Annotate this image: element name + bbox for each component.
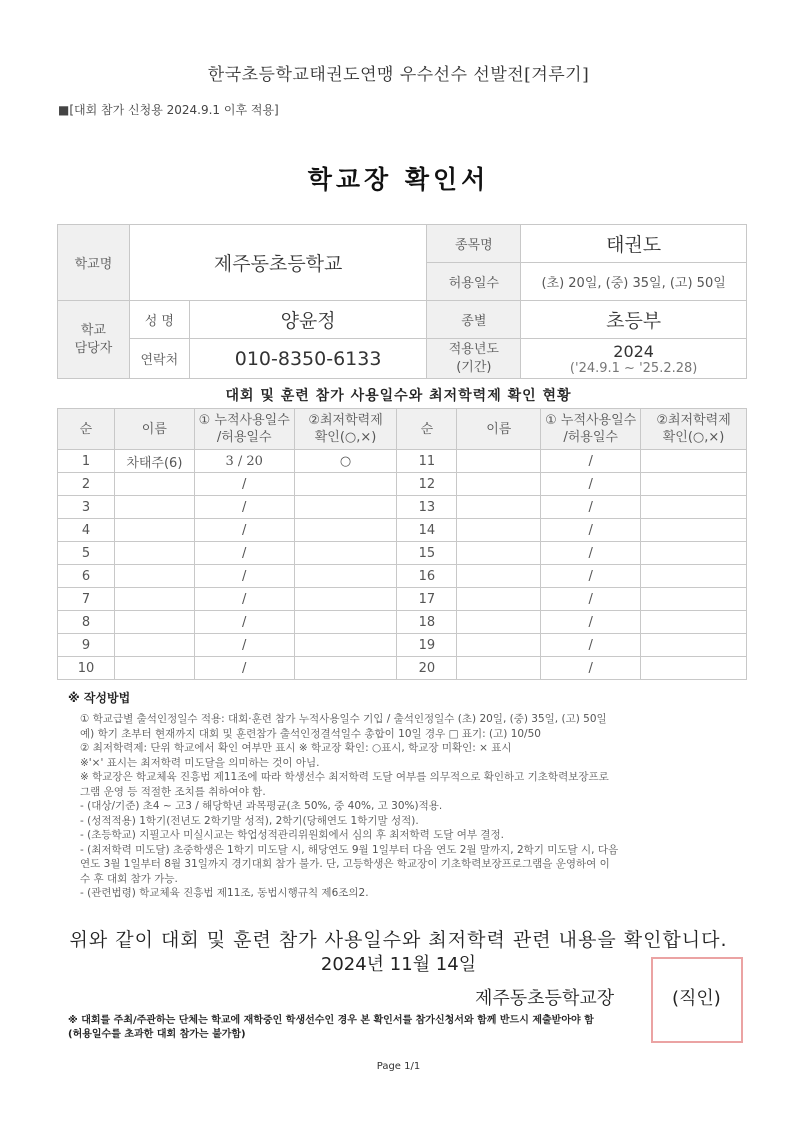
- info-table: [57, 224, 747, 379]
- status-title: 대회 및 훈련 참가 사용일수와 최저학력제 확인 현황: [225, 388, 572, 404]
- cell-days: /: [541, 611, 641, 634]
- cell-days: /: [541, 450, 641, 473]
- cell-academic: [294, 588, 397, 611]
- note-line: - (대상/기준) 초4 ~ 고3 / 해당학년 과목평균(초 50%, 중 40%, 고 30%)적용.: [80, 800, 443, 812]
- cell-days: 3 / 20: [194, 450, 294, 473]
- cell-name: 차태주(6): [114, 450, 194, 473]
- year-value: 2024: [613, 341, 654, 361]
- table-row: [58, 588, 747, 611]
- cell-no: 3: [58, 496, 115, 519]
- cell-name: [114, 634, 194, 657]
- status-table: [57, 408, 747, 680]
- table-row: [58, 565, 747, 588]
- cell-name: [114, 588, 194, 611]
- note-line: 수 후 대회 참가 가능.: [80, 872, 178, 885]
- cell-days: /: [194, 588, 294, 611]
- name-value: 양윤정: [189, 301, 427, 339]
- cell-days: /: [541, 588, 641, 611]
- cell-academic: [641, 473, 747, 496]
- cell-name: [114, 473, 194, 496]
- cell-no: 14: [397, 519, 457, 542]
- table-row: [58, 634, 747, 657]
- head-days-right: ① 누적사용일수 /허용일수: [541, 409, 641, 450]
- cell-no: 1: [58, 450, 115, 473]
- event-value: 태권도: [521, 225, 747, 263]
- cell-no: 16: [397, 565, 457, 588]
- cell-no: 13: [397, 496, 457, 519]
- cell-name: [457, 450, 541, 473]
- year-period: ('24.9.1 ~ '25.2.28): [569, 360, 698, 376]
- cell-days: /: [541, 519, 641, 542]
- note-line: - (초등학교) 지필고사 미실시교는 학업성적관리위원회에서 심의 후 최저학력 도달 여부 결정.: [80, 829, 504, 841]
- cell-days: /: [194, 657, 294, 680]
- note-line: 그램 운영 등 적절한 조치를 취하여야 함.: [80, 785, 266, 798]
- head-no-left: 순: [58, 409, 115, 450]
- cell-name: [457, 496, 541, 519]
- cell-name: [114, 565, 194, 588]
- cell-days: /: [541, 496, 641, 519]
- cell-days: /: [194, 519, 294, 542]
- table-row: [58, 519, 747, 542]
- cell-name: [457, 611, 541, 634]
- cell-name: [457, 542, 541, 565]
- method-title: ※ 작성방법: [68, 691, 131, 705]
- head-no-right: 순: [397, 409, 457, 450]
- confirm-date: 2024년 11월 14일: [320, 954, 477, 975]
- table-row: [58, 542, 747, 565]
- year-cell: [521, 339, 747, 379]
- cell-no: 9: [58, 634, 115, 657]
- contact-value: 010-8350-6133: [189, 339, 427, 379]
- head-academic-right: ②최저학력제 확인(○,×): [641, 409, 747, 450]
- contact-label: 연락처: [129, 339, 189, 379]
- year-label: 적용년도 (기간): [427, 339, 521, 379]
- cell-days: /: [194, 473, 294, 496]
- cell-academic: [294, 611, 397, 634]
- note-line: - (최저학력 미도달) 초중학생은 1학기 미도달 시, 해당연도 9월 1일부터 다음 연도 2월 말까지, 2학기 미도달 시, 다음: [80, 843, 619, 856]
- competition-title: 한국초등학교태권도연맹 우수선수 선발전[겨루기]: [207, 65, 590, 85]
- document-title: 학교장 확인서: [307, 165, 490, 194]
- staff-label: 학교 담당자: [58, 301, 130, 379]
- cell-academic: [294, 519, 397, 542]
- cell-name: [114, 611, 194, 634]
- cell-academic: [641, 519, 747, 542]
- cell-days: /: [194, 496, 294, 519]
- cell-academic: [641, 634, 747, 657]
- cell-no: 12: [397, 473, 457, 496]
- cell-academic: [294, 473, 397, 496]
- cell-days: /: [194, 611, 294, 634]
- school-value: 제주동초등학교: [129, 225, 427, 301]
- table-row: [58, 657, 747, 680]
- cell-academic: [294, 542, 397, 565]
- cell-name: [457, 657, 541, 680]
- cell-days: /: [541, 657, 641, 680]
- cell-no: 15: [397, 542, 457, 565]
- note-line: ※ 학교장은 학교체육 진흥법 제11조에 따라 학생선수 최저학력 도달 여부를 의무적으로 확인하고 기초학력보장프로: [80, 771, 609, 783]
- school-label: 학교명: [58, 225, 130, 301]
- cell-academic: [294, 496, 397, 519]
- cell-name: [114, 519, 194, 542]
- note-line: ② 최저학력제: 단위 학교에서 확인 여부만 표시 ※ 학교장 확인: ○표시, 학교장 미확인: × 표시: [80, 742, 512, 754]
- cell-days: /: [541, 565, 641, 588]
- cell-no: 19: [397, 634, 457, 657]
- table-row: [58, 611, 747, 634]
- cell-no: 2: [58, 473, 115, 496]
- principal-name: 제주동초등학교장: [475, 988, 615, 1009]
- cell-academic: [641, 496, 747, 519]
- method-notes: [80, 712, 720, 901]
- allowed-label: 허용일수: [427, 263, 521, 301]
- cell-no: 10: [58, 657, 115, 680]
- note-line: ※'×' 표시는 최저학력 미도달을 의미하는 것이 아님.: [80, 756, 320, 769]
- cell-academic: [294, 657, 397, 680]
- cell-academic: [641, 611, 747, 634]
- cell-no: 6: [58, 565, 115, 588]
- cell-name: [457, 634, 541, 657]
- note-line: 연도 3월 1일부터 8월 31일까지 경기대회 참가 불가. 단, 고등학생은 학교장이 기초학력보장프로그램을 운영하여 이: [80, 858, 610, 870]
- cell-no: 17: [397, 588, 457, 611]
- note-line: - (관련법령) 학교체육 진흥법 제11조, 동법시행규칙 제6조의2.: [80, 887, 369, 899]
- apply-note: ■[대회 참가 신청용 2024.9.1 이후 적용]: [58, 103, 279, 117]
- cell-name: [457, 519, 541, 542]
- head-name-right: 이름: [457, 409, 541, 450]
- cell-no: 20: [397, 657, 457, 680]
- cell-name: [457, 473, 541, 496]
- cell-name: [457, 588, 541, 611]
- table-row: [58, 496, 747, 519]
- cell-academic: [641, 588, 747, 611]
- cell-academic: [294, 565, 397, 588]
- table-row: [58, 473, 747, 496]
- note-line: - (성적적용) 1학기(전년도 2학기말 성적), 2학기(당해연도 1학기말 성적).: [80, 814, 419, 827]
- cell-no: 18: [397, 611, 457, 634]
- confirm-statement: 위와 같이 대회 및 훈련 참가 사용일수와 최저학력 관련 내용을 확인합니다.: [69, 929, 728, 951]
- table-row: [58, 450, 747, 473]
- note-line: ① 학교급별 출석인정일수 적용: 대회·훈련 참가 누적사용일수 기입 / 출석인정일수 (초) 20일, (중) 35일, (고) 50일: [80, 713, 607, 725]
- cell-days: /: [541, 542, 641, 565]
- cell-academic: [641, 542, 747, 565]
- cell-no: 7: [58, 588, 115, 611]
- allowed-value: (초) 20일, (중) 35일, (고) 50일: [521, 263, 747, 301]
- page-number: Page 1/1: [376, 1061, 421, 1072]
- note-line: 예) 학기 초부터 현재까지 대회 및 훈련참가 출석인정결석일수 총합이 10일 경우 □ 표기: (고) 10/50: [80, 727, 541, 740]
- cell-name: [114, 657, 194, 680]
- cell-academic: [641, 657, 747, 680]
- cell-days: /: [194, 542, 294, 565]
- cell-name: [114, 542, 194, 565]
- cell-name: [114, 496, 194, 519]
- cell-academic: ○: [294, 450, 397, 473]
- cell-no: 5: [58, 542, 115, 565]
- name-label: 성 명: [129, 301, 189, 339]
- head-days-left: ① 누적사용일수 /허용일수: [194, 409, 294, 450]
- cell-days: /: [541, 473, 641, 496]
- cell-academic: [294, 634, 397, 657]
- head-academic-left: ②최저학력제 확인(○,×): [294, 409, 397, 450]
- seal-label: (직인): [672, 988, 721, 1009]
- cell-days: /: [194, 565, 294, 588]
- cell-days: /: [194, 634, 294, 657]
- cell-no: 8: [58, 611, 115, 634]
- event-label: 종목명: [427, 225, 521, 263]
- division-value: 초등부: [521, 301, 747, 339]
- cell-name: [457, 565, 541, 588]
- cell-no: 4: [58, 519, 115, 542]
- cell-academic: [641, 450, 747, 473]
- division-label: 종별: [427, 301, 521, 339]
- cell-no: 11: [397, 450, 457, 473]
- footer-note: ※ 대회를 주최/주관하는 단체는 학교에 재학중인 학생선수인 경우 본 확인서를 참가신청서와 함께 반드시 제출받아야 함 (허용일수를 초과한 대회 참가는 불가함): [68, 1015, 594, 1040]
- head-name-left: 이름: [114, 409, 194, 450]
- cell-academic: [641, 565, 747, 588]
- cell-days: /: [541, 634, 641, 657]
